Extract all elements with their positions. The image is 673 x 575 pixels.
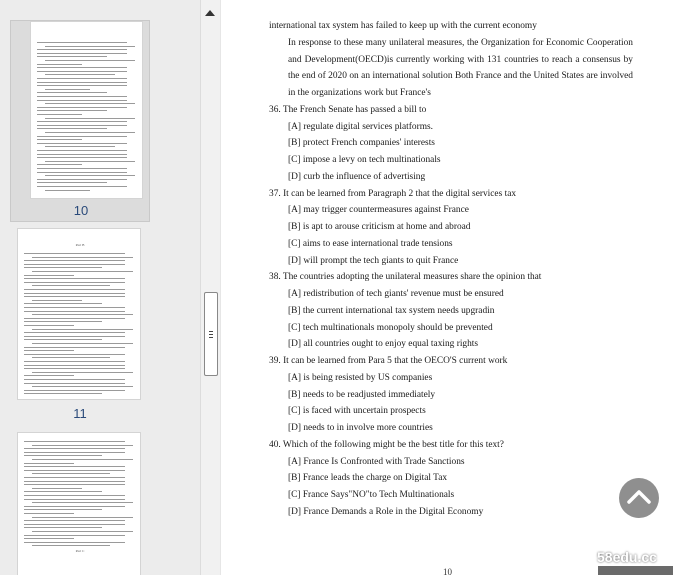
text-line: international tax system has failed to keep up with the current economy: [269, 21, 537, 31]
thumbnail-line: [32, 357, 110, 358]
thumbnail-line: [45, 118, 135, 119]
thumbnail-line: [45, 132, 135, 133]
thumbnail-line: [37, 56, 107, 57]
thumbnail-page-10[interactable]: [10, 20, 150, 222]
answer-option: [A] France Is Confronted with Trade Sanctions: [288, 456, 465, 467]
thumbnail-line: [24, 383, 125, 384]
thumbnail-line: [24, 289, 125, 290]
thumbnail-line: [37, 78, 127, 79]
thumbnail-line: [24, 347, 125, 348]
thumbnail-page-number: 10: [73, 203, 89, 218]
thumbnail-line: [24, 390, 125, 391]
thumbnail-line: [24, 339, 102, 340]
sidebar-scrollbar[interactable]: [200, 0, 220, 575]
thumbnail-line: [37, 82, 127, 83]
thumbnail-line: [37, 110, 107, 111]
thumbnail-line: [24, 509, 102, 510]
thumbnail-line: [24, 477, 125, 478]
thumbnail-line: [24, 332, 125, 333]
question-stem: 38. The countries adopting the unilateral measures share the opinion that: [269, 272, 542, 283]
thumbnail-line: [32, 386, 133, 387]
thumbnail-line: [45, 89, 90, 90]
thumbnail-line: [24, 303, 102, 304]
thumbnail-line: [24, 538, 74, 539]
thumbnail-line: [24, 267, 102, 268]
thumbnail-line: [37, 139, 82, 140]
thumbnail-line: [37, 125, 127, 126]
thumbnail-line: [37, 64, 82, 65]
triangle-up-icon[interactable]: [205, 10, 215, 16]
thumbnail-line: [24, 535, 125, 536]
thumbnail-line: [45, 146, 115, 147]
answer-option: [A] is being resisted by US companies: [288, 372, 433, 383]
thumbnail-line: [45, 161, 135, 162]
answer-option: [D] France Demands a Role in the Digital Economy: [288, 506, 484, 517]
answer-option: [B] France leads the charge on Digital Tax: [288, 473, 448, 484]
thumbnail-line: [37, 71, 127, 72]
document-page: [221, 0, 673, 575]
back-to-top-button[interactable]: [619, 478, 659, 518]
question-list: [269, 102, 633, 521]
thumbnail-line: [24, 275, 74, 276]
thumbnail-line: [37, 114, 82, 115]
thumbnail-line: [24, 361, 125, 362]
question-stem: 40. Which of the following might be the best title for this text?: [269, 439, 504, 450]
thumbnail-line: [37, 96, 127, 97]
thumbnail-line: [24, 325, 74, 326]
thumbnail-line: [32, 459, 133, 460]
thumbnail-line: [24, 463, 74, 464]
thumbnail-line: [24, 455, 102, 456]
answer-option: [C] tech multinationals monopoly should be prevented: [288, 322, 493, 333]
thumbnail-line: [32, 257, 133, 258]
thumbnail-image: [30, 21, 143, 199]
thumbnail-line: [37, 136, 127, 137]
thumbnail-heading: Part B: [75, 243, 85, 247]
thumbnail-line: [24, 491, 102, 492]
thumbnail-line: [24, 260, 125, 261]
thumbnail-line: [45, 74, 115, 75]
thumbnail-sidebar: [0, 0, 200, 575]
thumbnail-line: [24, 318, 125, 319]
thumbnail-line: [24, 307, 125, 308]
thumbnail-line: [32, 271, 133, 272]
thumbnail-line: [37, 168, 127, 169]
document-text: [269, 18, 633, 521]
thumbnail-line: [37, 186, 127, 187]
thumbnail-line: [24, 441, 125, 442]
thumbnail-line: [37, 92, 107, 93]
thumbnail-line: [24, 375, 74, 376]
thumbnail-line: [24, 368, 125, 369]
thumbnail-line: [24, 470, 125, 471]
thumbnail-line: [37, 143, 127, 144]
thumbnail-line: [32, 545, 110, 546]
corner-overlay: [598, 566, 673, 575]
thumbnail-line: [45, 175, 135, 176]
thumbnail-line: [37, 42, 127, 43]
thumbnail-line: [37, 164, 82, 165]
thumbnail-line: [32, 502, 133, 503]
thumbnail-line: [24, 253, 125, 254]
question-stem: 37. It can be learned from Paragraph 2 that the digital services tax: [269, 188, 517, 199]
thumbnail-line: [24, 282, 125, 283]
thumbnail-line: [32, 372, 133, 373]
answer-option: [D] curb the influence of advertising: [288, 171, 426, 182]
thumbnail-line: [24, 499, 125, 500]
thumbnail-line: [32, 473, 110, 474]
thumbnail-line: [32, 531, 133, 532]
thumbnail-line: [37, 154, 127, 155]
thumbnail-heading: Part C: [75, 549, 85, 553]
answer-option: [D] will prompt the tech giants to quit France: [288, 255, 459, 266]
page-number: 10: [443, 567, 452, 575]
thumbnail-line: [24, 452, 125, 453]
thumbnail-line: [24, 513, 74, 514]
watermark: 58edu.cc: [597, 549, 657, 565]
thumbnail-line: [45, 46, 135, 47]
thumbnail-line: [24, 393, 102, 394]
thumbnail-line: [45, 103, 135, 104]
answer-option: [C] aims to ease international trade tensions: [288, 238, 453, 249]
question-stem: 36. The French Senate has passed a bill to: [269, 104, 427, 115]
thumbnail-line: [37, 172, 127, 173]
answer-option: [A] redistribution of tech giants' revenue must be ensured: [288, 289, 504, 299]
answer-option: [B] protect French companies' interests: [288, 138, 435, 149]
thumbnail-line: [24, 506, 125, 507]
thumbnail-line: [24, 495, 125, 496]
thumbnail-line: [24, 278, 125, 279]
thumbnail-line: [24, 527, 102, 528]
thumbnail-line: [24, 354, 125, 355]
thumbnail-line: [37, 157, 127, 158]
thumbnail-line: [24, 350, 74, 351]
thumbnail-line: [24, 466, 125, 467]
thumbnail-line: [37, 100, 127, 101]
thumbnail-line: [24, 481, 125, 482]
answer-option: [C] impose a levy on tech multinationals: [288, 155, 441, 165]
thumbnail-line: [24, 321, 102, 322]
chevron-up-icon: [619, 478, 659, 518]
grip-lines-icon: [209, 331, 213, 332]
thumbnail-line: [24, 336, 125, 337]
thumbnail-line: [37, 121, 127, 122]
thumbnail-line: [32, 343, 133, 344]
thumbnail-line: [24, 520, 125, 521]
thumbnail-line: [37, 67, 127, 68]
thumbnail-line: [37, 107, 127, 108]
thumbnail-line: [32, 517, 133, 518]
thumbnail-line: [24, 379, 125, 380]
answer-option: [A] regulate digital services platforms.: [288, 121, 434, 132]
answer-option: [C] France Says"NO"to Tech Multinationals: [288, 490, 455, 500]
question-stem: 39. It can be learned from Para 5 that the OECO'S current work: [269, 356, 508, 366]
thumbnail-page-12[interactable]: [10, 432, 150, 575]
thumbnail-line: [45, 190, 90, 191]
answer-option: [D] needs to in involve more countries: [288, 423, 433, 433]
thumbnail-line: [37, 85, 127, 86]
thumbnail-line: [24, 448, 125, 449]
thumbnail-line: [37, 128, 107, 129]
answer-option: [C] is faced with uncertain prospects: [288, 406, 426, 417]
thumbnail-line: [37, 150, 127, 151]
thumbnail-line: [37, 49, 127, 50]
thumbnail-image: [17, 432, 141, 575]
thumbnail-page-number: 11: [73, 406, 87, 421]
thumbnail-line: [32, 314, 133, 315]
thumbnail-line: [32, 285, 110, 286]
thumbnail-image: [17, 228, 141, 400]
thumbnail-line: [24, 365, 125, 366]
grip-line: [209, 334, 213, 335]
answer-option: [A] may trigger countermeasures against France: [288, 205, 469, 216]
thumbnail-line: [32, 445, 133, 446]
thumbnail-line: [24, 311, 125, 312]
thumbnail-line: [24, 542, 125, 543]
answer-option: [D] all countries ought to enjoy equal taxing rights: [288, 339, 479, 350]
thumbnail-line: [37, 179, 127, 180]
thumbnail-line: [32, 300, 82, 301]
thumbnail-line: [32, 488, 82, 489]
answer-option: [B] needs to be readjusted immediately: [288, 389, 436, 400]
answer-option: [B] the current international tax system needs upgradin: [288, 305, 495, 316]
scrollbar-thumb[interactable]: [204, 292, 218, 376]
thumbnail-line: [32, 329, 133, 330]
thumbnail-line: [24, 524, 125, 525]
thumbnail-line: [24, 293, 125, 294]
thumbnail-line: [24, 484, 125, 485]
paragraph: In response to these many unilateral measures, the Organization for Economic Cooperation and Development(OECD)is currently working with 131 countries to reach a consensus by the end of 2020 on an international solution Both France and the United States are involved in the organizations work but France's: [288, 37, 633, 98]
thumbnail-line: [37, 182, 107, 183]
answer-option: [B] is apt to arouse criticism at home and abroad: [288, 222, 471, 232]
thumbnail-line: [45, 60, 135, 61]
thumbnail-page-11[interactable]: [10, 228, 150, 424]
grip-line: [209, 337, 213, 338]
thumbnail-line: [37, 53, 127, 54]
thumbnail-line: [24, 264, 125, 265]
thumbnail-line: [24, 296, 125, 297]
